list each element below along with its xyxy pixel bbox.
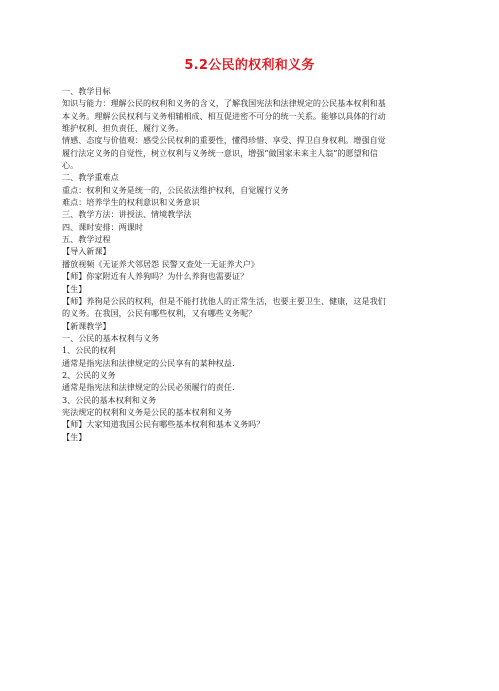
- document-title: 5.2公民的权利和义务: [184, 58, 315, 73]
- text-line: 【师】大家知道我国公民有哪些基本权利和基本义务吗？: [62, 419, 265, 430]
- text-line: 【师】你家附近有人养狗吗？为什么养狗也需要证？: [62, 271, 249, 282]
- text-line: 维护权利、担负责任、履行义务。: [62, 123, 184, 134]
- text-line: 通常是指宪法和法律规定的公民必须履行的责任．: [62, 382, 241, 393]
- text-line: 重点：权利和义务是统一的，公民依法维护权利，自觉履行义务: [62, 184, 289, 195]
- document-body: [62, 85, 437, 443]
- text-line: 难点：培养学生的权利意识和义务意识: [62, 197, 200, 208]
- text-line: 本义务。理解公民权利与义务相辅相成、相互促进密不可分的统一关系。能够以具体的行动: [62, 110, 386, 121]
- text-line: 三、教学方法：讲授法、情境教学法: [62, 209, 192, 220]
- text-line: 通常是指宪法和法律规定的公民享有的某种权益．: [62, 357, 241, 368]
- text-line: 的义务。在我国，公民有哪些权利，又有哪些义务呢？: [62, 308, 257, 319]
- text-line: 二、教学重难点: [62, 172, 119, 183]
- text-line: 【导入新课】: [62, 246, 111, 257]
- text-line: 播放视频《无证养犬邻居怨 民警又查处一无证养犬户》: [62, 258, 259, 269]
- text-line: 五、教学过程: [62, 234, 111, 245]
- text-line: 心。: [62, 160, 79, 171]
- text-line: 1、公民的权利: [62, 345, 116, 356]
- text-line: 【生】: [62, 431, 87, 442]
- text-line: 情感、态度与价值观：感受公民权利的重要性，懂得珍惜、享受、捍卫自身权利。增强自觉: [62, 135, 386, 146]
- text-line: 2、公民的义务: [62, 369, 116, 380]
- text-line: 一、公民的基本权利与义务: [62, 332, 160, 343]
- text-line: 【生】: [62, 283, 87, 294]
- text-line: 四、课时安排：两课时: [62, 221, 143, 232]
- text-line: 【新课教学】: [62, 320, 111, 331]
- text-line: 一、教学目标: [62, 86, 111, 96]
- text-line: 3、公民的基本权利和义务: [62, 394, 157, 405]
- text-line: 知识与能力：理解公民的权利和义务的含义，了解我国宪法和法律规定的公民基本权利和基: [62, 98, 386, 109]
- text-line: 【师】养狗是公民的权利，但是不能打扰他人的正常生活，也要主要卫生、健康，这是我们: [62, 295, 386, 306]
- text-line: 履行法定义务的自觉性，树立权利与义务统一意识，增强“做国家未来主人翁”的愿望和信: [62, 147, 378, 158]
- text-line: 宪法规定的权利和义务是公民的基本权利和义务: [62, 406, 232, 417]
